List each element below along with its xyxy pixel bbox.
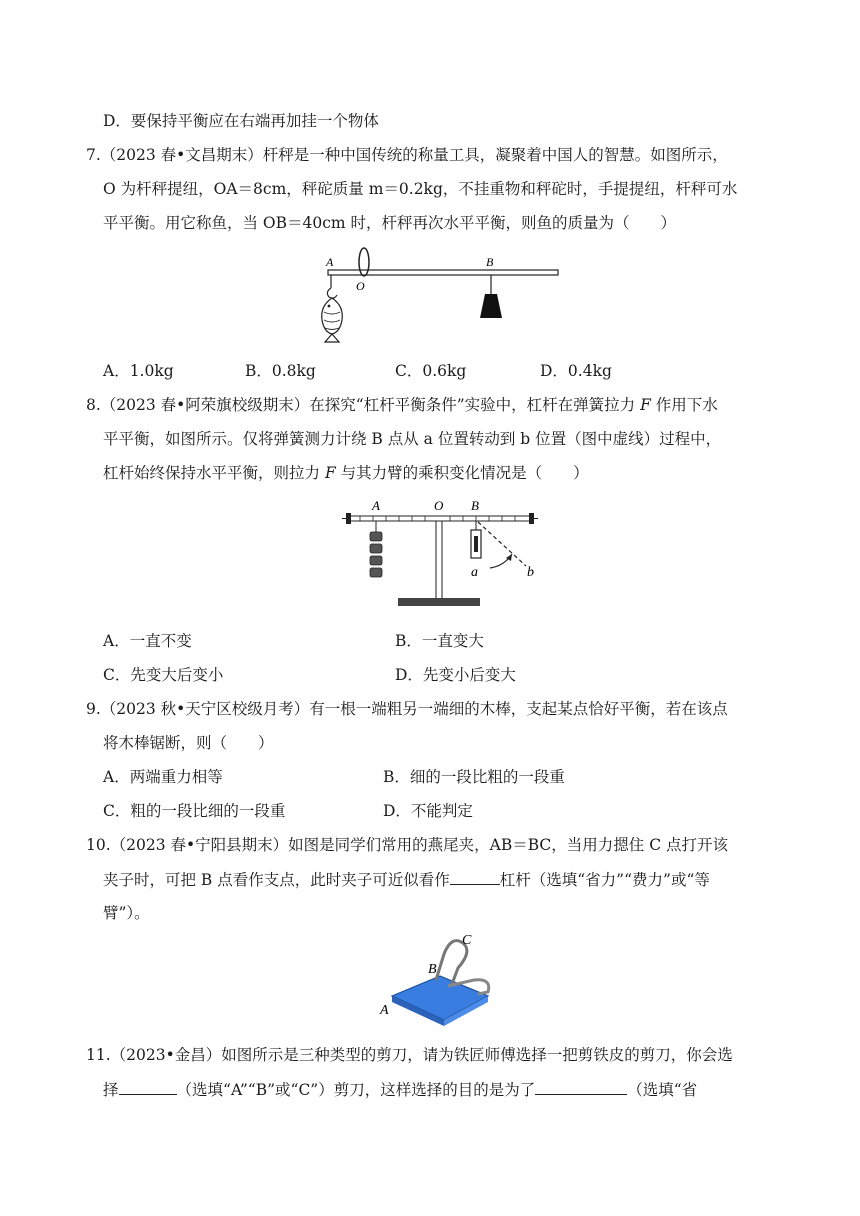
fig-label-pos-a: a bbox=[471, 565, 478, 580]
q9-option-c: C．粗的一段比细的一段重 bbox=[103, 802, 286, 820]
q7-option-d: D．0.4kg bbox=[540, 362, 612, 380]
q7-stem-line3: 平平衡。用它称鱼，当 OB＝40cm 时，杆秤再次水平平衡，则鱼的质量为（ ） bbox=[103, 214, 677, 232]
q8-stem-line2: 平平衡，如图所示。仅将弹簧测力计绕 B 点从 a 位置转动到 b 位置（图中虚线）过程中， bbox=[103, 430, 722, 448]
answer-blank[interactable] bbox=[119, 1078, 177, 1095]
q8-option-c: C．先变大后变小 bbox=[103, 666, 224, 684]
binder-clip-figure bbox=[378, 928, 504, 1028]
q9-option-a: A．两端重力相等 bbox=[103, 768, 223, 786]
q8-stem-line3: 杠杆始终保持水平平衡，则拉力 F 与其力臂的乘积变化情况是（ ） bbox=[103, 464, 589, 482]
q10-stem-line1: 10.（2023 春•宁阳县期末）如图是同学们常用的燕尾夹，AB＝BC，当用力摁住 C 点打开该 bbox=[86, 836, 729, 854]
q9-stem-line1: 9.（2023 秋•天宁区校级月考）有一根一端粗另一端细的木棒，支起某点恰好平衡，若在该点 bbox=[86, 700, 728, 718]
fish-icon bbox=[322, 298, 343, 342]
q8-option-d: D．先变小后变大 bbox=[395, 666, 516, 684]
q11-stem-line2: 择 （选填“A”“B”或“C”）剪刀，这样选择的目的是为了 （选填“省 bbox=[103, 1078, 697, 1101]
q10-stem-line3: 臂”）。 bbox=[103, 904, 150, 922]
q7-option-c: C．0.6kg bbox=[395, 362, 467, 380]
q7-option-b: B．0.8kg bbox=[245, 362, 316, 380]
fig-label-b: B bbox=[428, 962, 437, 977]
fig-label-a: A bbox=[372, 498, 380, 513]
fig-label-a: A bbox=[326, 255, 334, 269]
q7-stem-line2: O 为杆秤提纽，OA＝8cm，秤砣质量 m＝0.2kg，不挂重物和秤砣时，手提提纽，杆秤可水 bbox=[103, 180, 738, 198]
lever-figure bbox=[340, 494, 540, 614]
answer-blank[interactable] bbox=[450, 868, 500, 885]
q7-option-a: A．1.0kg bbox=[103, 362, 174, 380]
q9-option-b: B．细的一段比粗的一段重 bbox=[383, 768, 565, 786]
binder-clip-icon bbox=[392, 976, 488, 1020]
fig-label-o: O bbox=[434, 498, 444, 513]
q8-option-b: B．一直变大 bbox=[395, 632, 484, 650]
q11-stem-line1: 11.（2023•金昌）如图所示是三种类型的剪刀，请为铁匠师傅选择一把剪铁皮的剪刀，你会选 bbox=[86, 1046, 733, 1064]
q8-option-a: A．一直不变 bbox=[103, 632, 192, 650]
q9-option-d: D．不能判定 bbox=[383, 802, 473, 820]
fig-label-a: A bbox=[380, 1003, 389, 1018]
q6-option-d: D．要保持平衡应在右端再加挂一个物体 bbox=[103, 112, 379, 130]
fig-label-c: C bbox=[462, 933, 472, 948]
fig-label-b: B bbox=[486, 255, 494, 269]
fig-label-pos-b: b bbox=[527, 565, 534, 580]
q7-stem-line1: 7.（2023 春•文昌期末）杆秤是一种中国传统的称量工具，凝聚着中国人的智慧。如图所示， bbox=[86, 146, 728, 164]
q8-stem-line1: 8.（2023 春•阿荣旗校级期末）在探究“杠杆平衡条件”实验中，杠杆在弹簧拉力 F 作用下水 bbox=[86, 396, 718, 414]
counterweight-icon bbox=[480, 294, 502, 318]
q10-stem-line2: 夹子时，可把 B 点看作支点，此时夹子可近似看作 杠杆（选填“省力”“费力”或“等 bbox=[103, 868, 710, 891]
q9-stem-line2: 将木棒锯断，则（ ） bbox=[103, 734, 274, 752]
steelyard-figure bbox=[318, 246, 568, 346]
fig-label-b: B bbox=[471, 498, 479, 513]
answer-blank[interactable] bbox=[535, 1078, 627, 1095]
fig-label-o: O bbox=[356, 279, 365, 293]
